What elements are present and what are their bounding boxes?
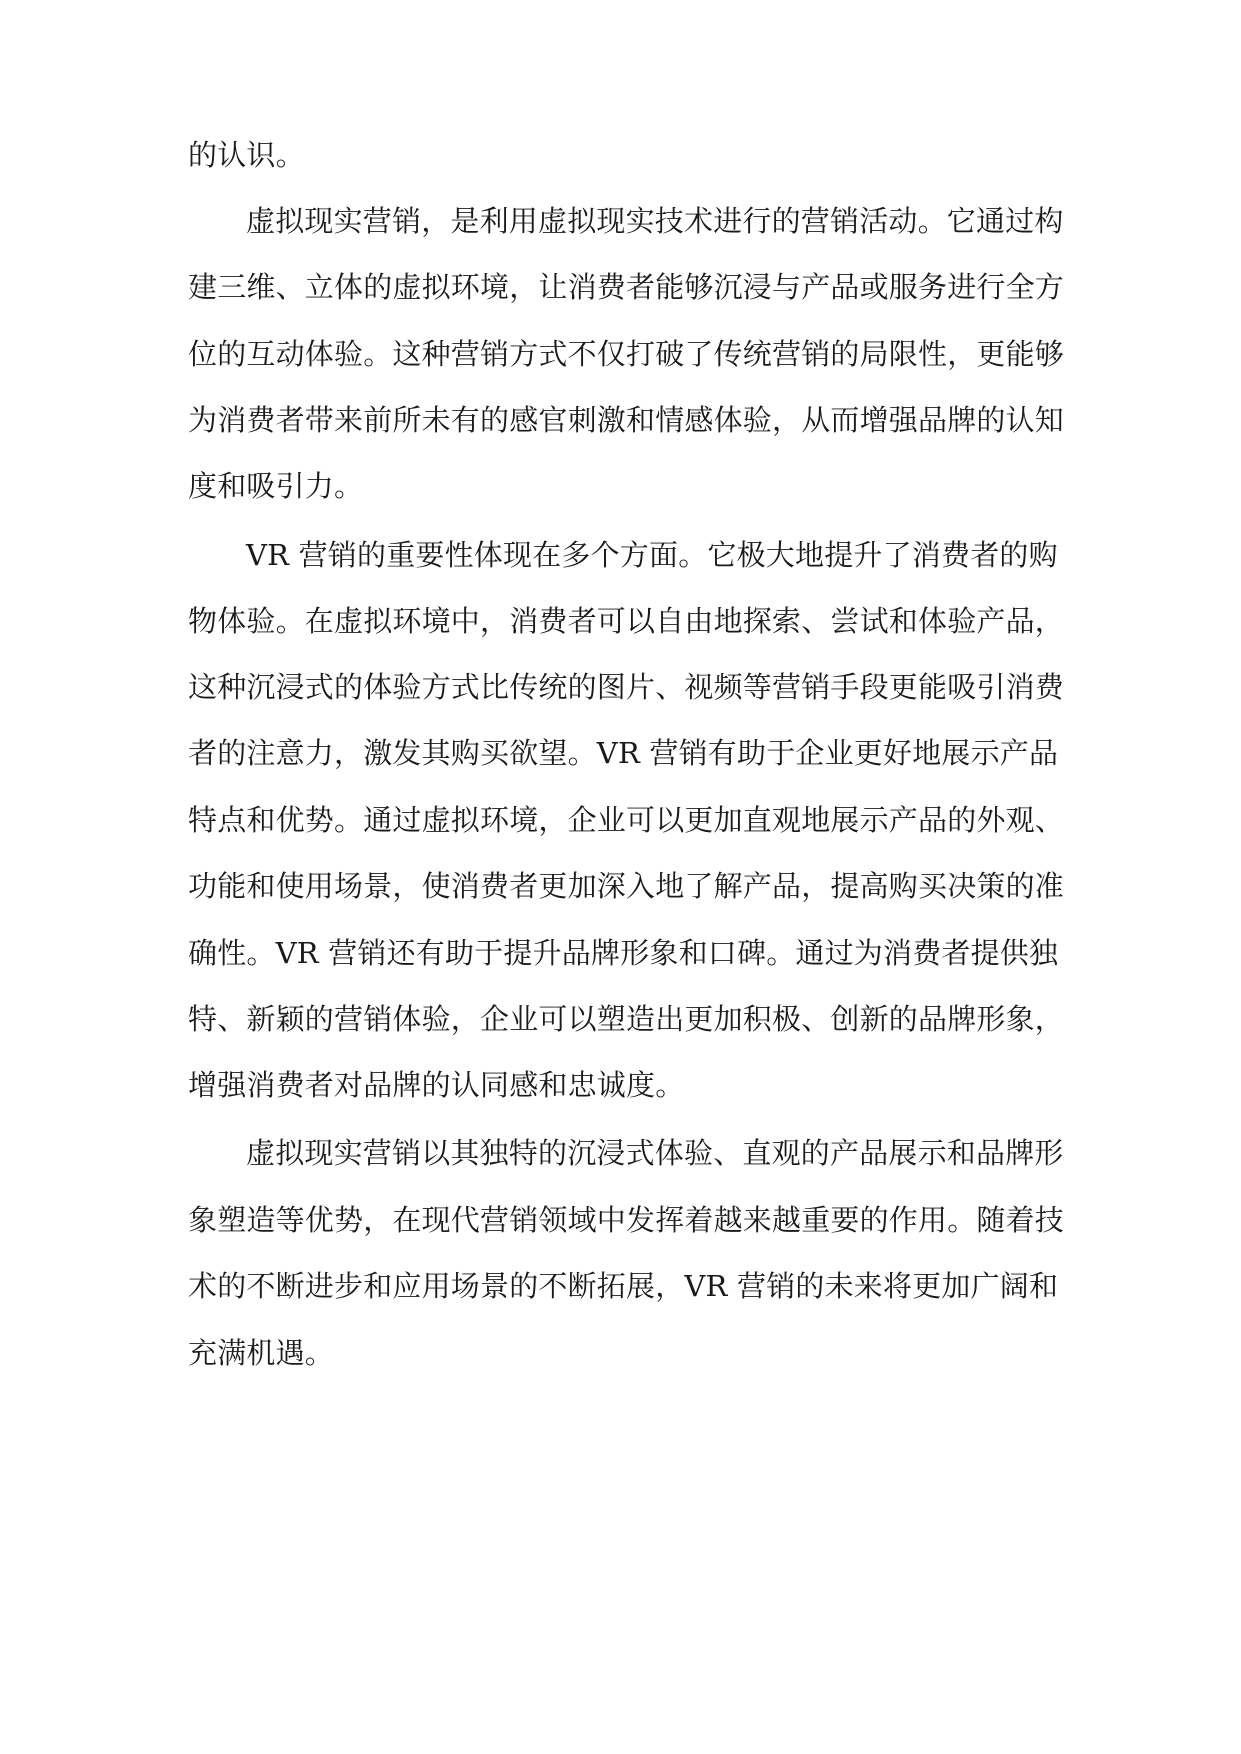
text-line: 者的注意力，激发其购买欲望。VR 营销有助于企业更好地展示产品 bbox=[188, 736, 1059, 770]
text-line: 特点和优势。通过虚拟环境，企业可以更加直观地展示产品的外观、 bbox=[188, 803, 1065, 837]
text-line: 位的互动体验。这种营销方式不仅打破了传统营销的局限性，更能够 bbox=[188, 337, 1065, 371]
text-line: VR 营销的重要性体现在多个方面。它极大地提升了消费者的购 bbox=[246, 538, 1058, 572]
text-line: 功能和使用场景，使消费者更加深入地了解产品，提高购买决策的准 bbox=[188, 869, 1065, 903]
text-line: 术的不断进步和应用场景的不断拓展，VR 营销的未来将更加广阔和 bbox=[188, 1269, 1059, 1303]
text-line: 物体验。在虚拟环境中，消费者可以自由地探索、尝试和体验产品， bbox=[188, 604, 1065, 638]
text-line: 建三维、立体的虚拟环境，让消费者能够沉浸与产品或服务进行全方 bbox=[188, 270, 1065, 304]
text-line: 虚拟现实营销，是利用虚拟现实技术进行的营销活动。它通过构 bbox=[246, 204, 1064, 238]
text-line: 为消费者带来前所未有的感官刺激和情感体验，从而增强品牌的认知 bbox=[188, 403, 1065, 437]
text-line: 充满机遇。 bbox=[188, 1336, 335, 1370]
text-line: 虚拟现实营销以其独特的沉浸式体验、直观的产品展示和品牌形 bbox=[246, 1136, 1064, 1170]
text-line: 确性。VR 营销还有助于提升品牌形象和口碑。通过为消费者提供独 bbox=[188, 936, 1059, 970]
text-line: 度和吸引力。 bbox=[188, 469, 364, 503]
text-line: 的认识。 bbox=[188, 138, 305, 172]
text-line: 象塑造等优势，在现代营销领域中发挥着越来越重要的作用。随着技 bbox=[188, 1203, 1065, 1237]
text-line: 这种沉浸式的体验方式比传统的图片、视频等营销手段更能吸引消费 bbox=[188, 670, 1065, 704]
text-line: 增强消费者对品牌的认同感和忠诚度。 bbox=[188, 1068, 685, 1102]
text-line: 特、新颖的营销体验，企业可以塑造出更加积极、创新的品牌形象， bbox=[188, 1002, 1065, 1036]
